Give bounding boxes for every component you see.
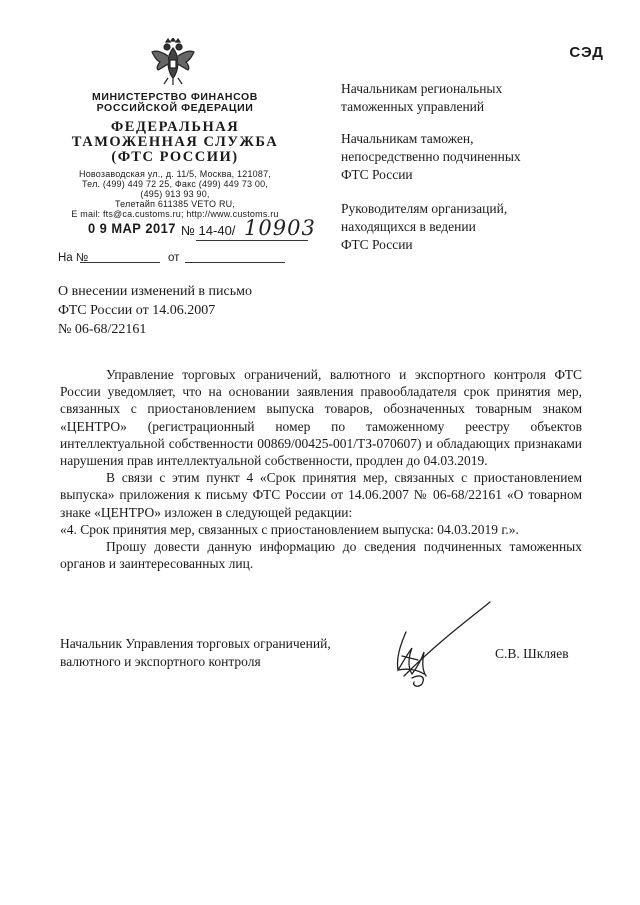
service-name-line3: (ФТС РОССИИ) xyxy=(111,149,239,165)
reference-date-rule xyxy=(185,262,285,263)
subject-line2: ФТС России от 14.06.2007 xyxy=(58,303,216,318)
ministry-name-line1: МИНИСТЕРСТВО ФИНАНСОВ xyxy=(92,91,258,103)
service-name-line2: ТАМОЖЕННАЯ СЛУЖБА xyxy=(71,134,279,150)
signatory-position-line2: валютного и экспортного контроля xyxy=(60,654,261,669)
addressee-line: непосредственно подчиненных xyxy=(341,149,521,164)
body-paragraph-1: Управление торговых ограничений, валютного и экспортного контроля ФТС России уведомляет, что на основании заявления правообладателя срок принятия мер, связанных с приостановлением выпуска товаров, обозначенных товарным знаком «ЦЕНТРО» (регистрационный номер по таможенному реестру объектов интеллектуальной собственности 00869/00425-001/ТЗ-070607) и обладающих признаками нарушения прав интеллектуальной собственности, продлен до 04.03.2019. xyxy=(60,367,582,469)
reference-number-rule xyxy=(80,262,160,263)
ministry-name-line2: РОССИЙСКОЙ ФЕДЕРАЦИИ xyxy=(96,102,254,114)
addressee-line: таможенных управлений xyxy=(341,99,485,114)
letter-subject xyxy=(58,282,308,339)
body-paragraph-2: В связи с этим пункт 4 «Срок принятия мер, связанных с приостановлением выпуска» приложения к письму ФТС России от 14.06.2007 № 06-68/22161 «О товарном знаке «ЦЕНТРО» изложен в следующей редакции: xyxy=(60,470,582,520)
signatory-position-line1: Начальник Управления торговых ограничений, xyxy=(60,636,331,651)
addressee-line: ФТС России xyxy=(341,167,413,182)
letterhead-email: E mail: fts@ca.customs.ru; http://www.customs.ru xyxy=(71,209,279,219)
addressee-regional-administrations xyxy=(341,80,581,116)
reference-date-label: от xyxy=(168,252,180,264)
addressee-customs-heads xyxy=(341,130,581,184)
letterhead-teletype: Телетайп 611385 VETO RU, xyxy=(114,199,236,209)
signatory-position xyxy=(60,635,380,671)
registration-number-handwritten: 10903 xyxy=(244,216,316,240)
coat-of-arms-emblem xyxy=(148,38,198,86)
registration-date-stamp: 0 9 МАР 2017 xyxy=(88,220,176,236)
addressee-line: Начальникам региональных xyxy=(341,81,503,96)
signatory-name: С.В. Шкляев xyxy=(495,646,569,661)
letterhead-phone2: (495) 913 93 90, xyxy=(140,189,210,199)
letterhead-address: Новозаводская ул., д. 11/5, Москва, 121087, xyxy=(79,169,271,179)
reference-number-label: На № xyxy=(58,252,89,264)
addressee-line: находящихся в ведении xyxy=(341,219,476,234)
addressee-organization-heads xyxy=(341,200,581,254)
subject-line1: О внесении изменений в письмо xyxy=(58,284,252,299)
letter-body xyxy=(60,366,582,572)
handwritten-signature xyxy=(378,598,498,698)
document-marker: СЭД xyxy=(569,44,604,61)
registration-number-underline xyxy=(196,240,308,241)
addressee-line: ФТС России xyxy=(341,237,413,252)
service-name-line1: ФЕДЕРАЛЬНАЯ xyxy=(110,119,240,135)
subject-line3: № 06-68/22161 xyxy=(58,322,147,337)
addressee-line: Начальникам таможен, xyxy=(341,131,474,146)
letterhead-phone: Тел. (499) 449 72 25, Факс (499) 449 73 00, xyxy=(81,179,269,189)
addressee-line: Руководителям организаций, xyxy=(341,201,508,216)
body-paragraph-3: «4. Срок принятия мер, связанных с приостановлением выпуска: 04.03.2019 г.». xyxy=(60,521,519,537)
body-paragraph-4: Прошу довести данную информацию до сведения подчиненных таможенных органов и заинтересованных лиц. xyxy=(60,539,582,572)
registration-number-label: № 14-40/ xyxy=(181,223,236,238)
